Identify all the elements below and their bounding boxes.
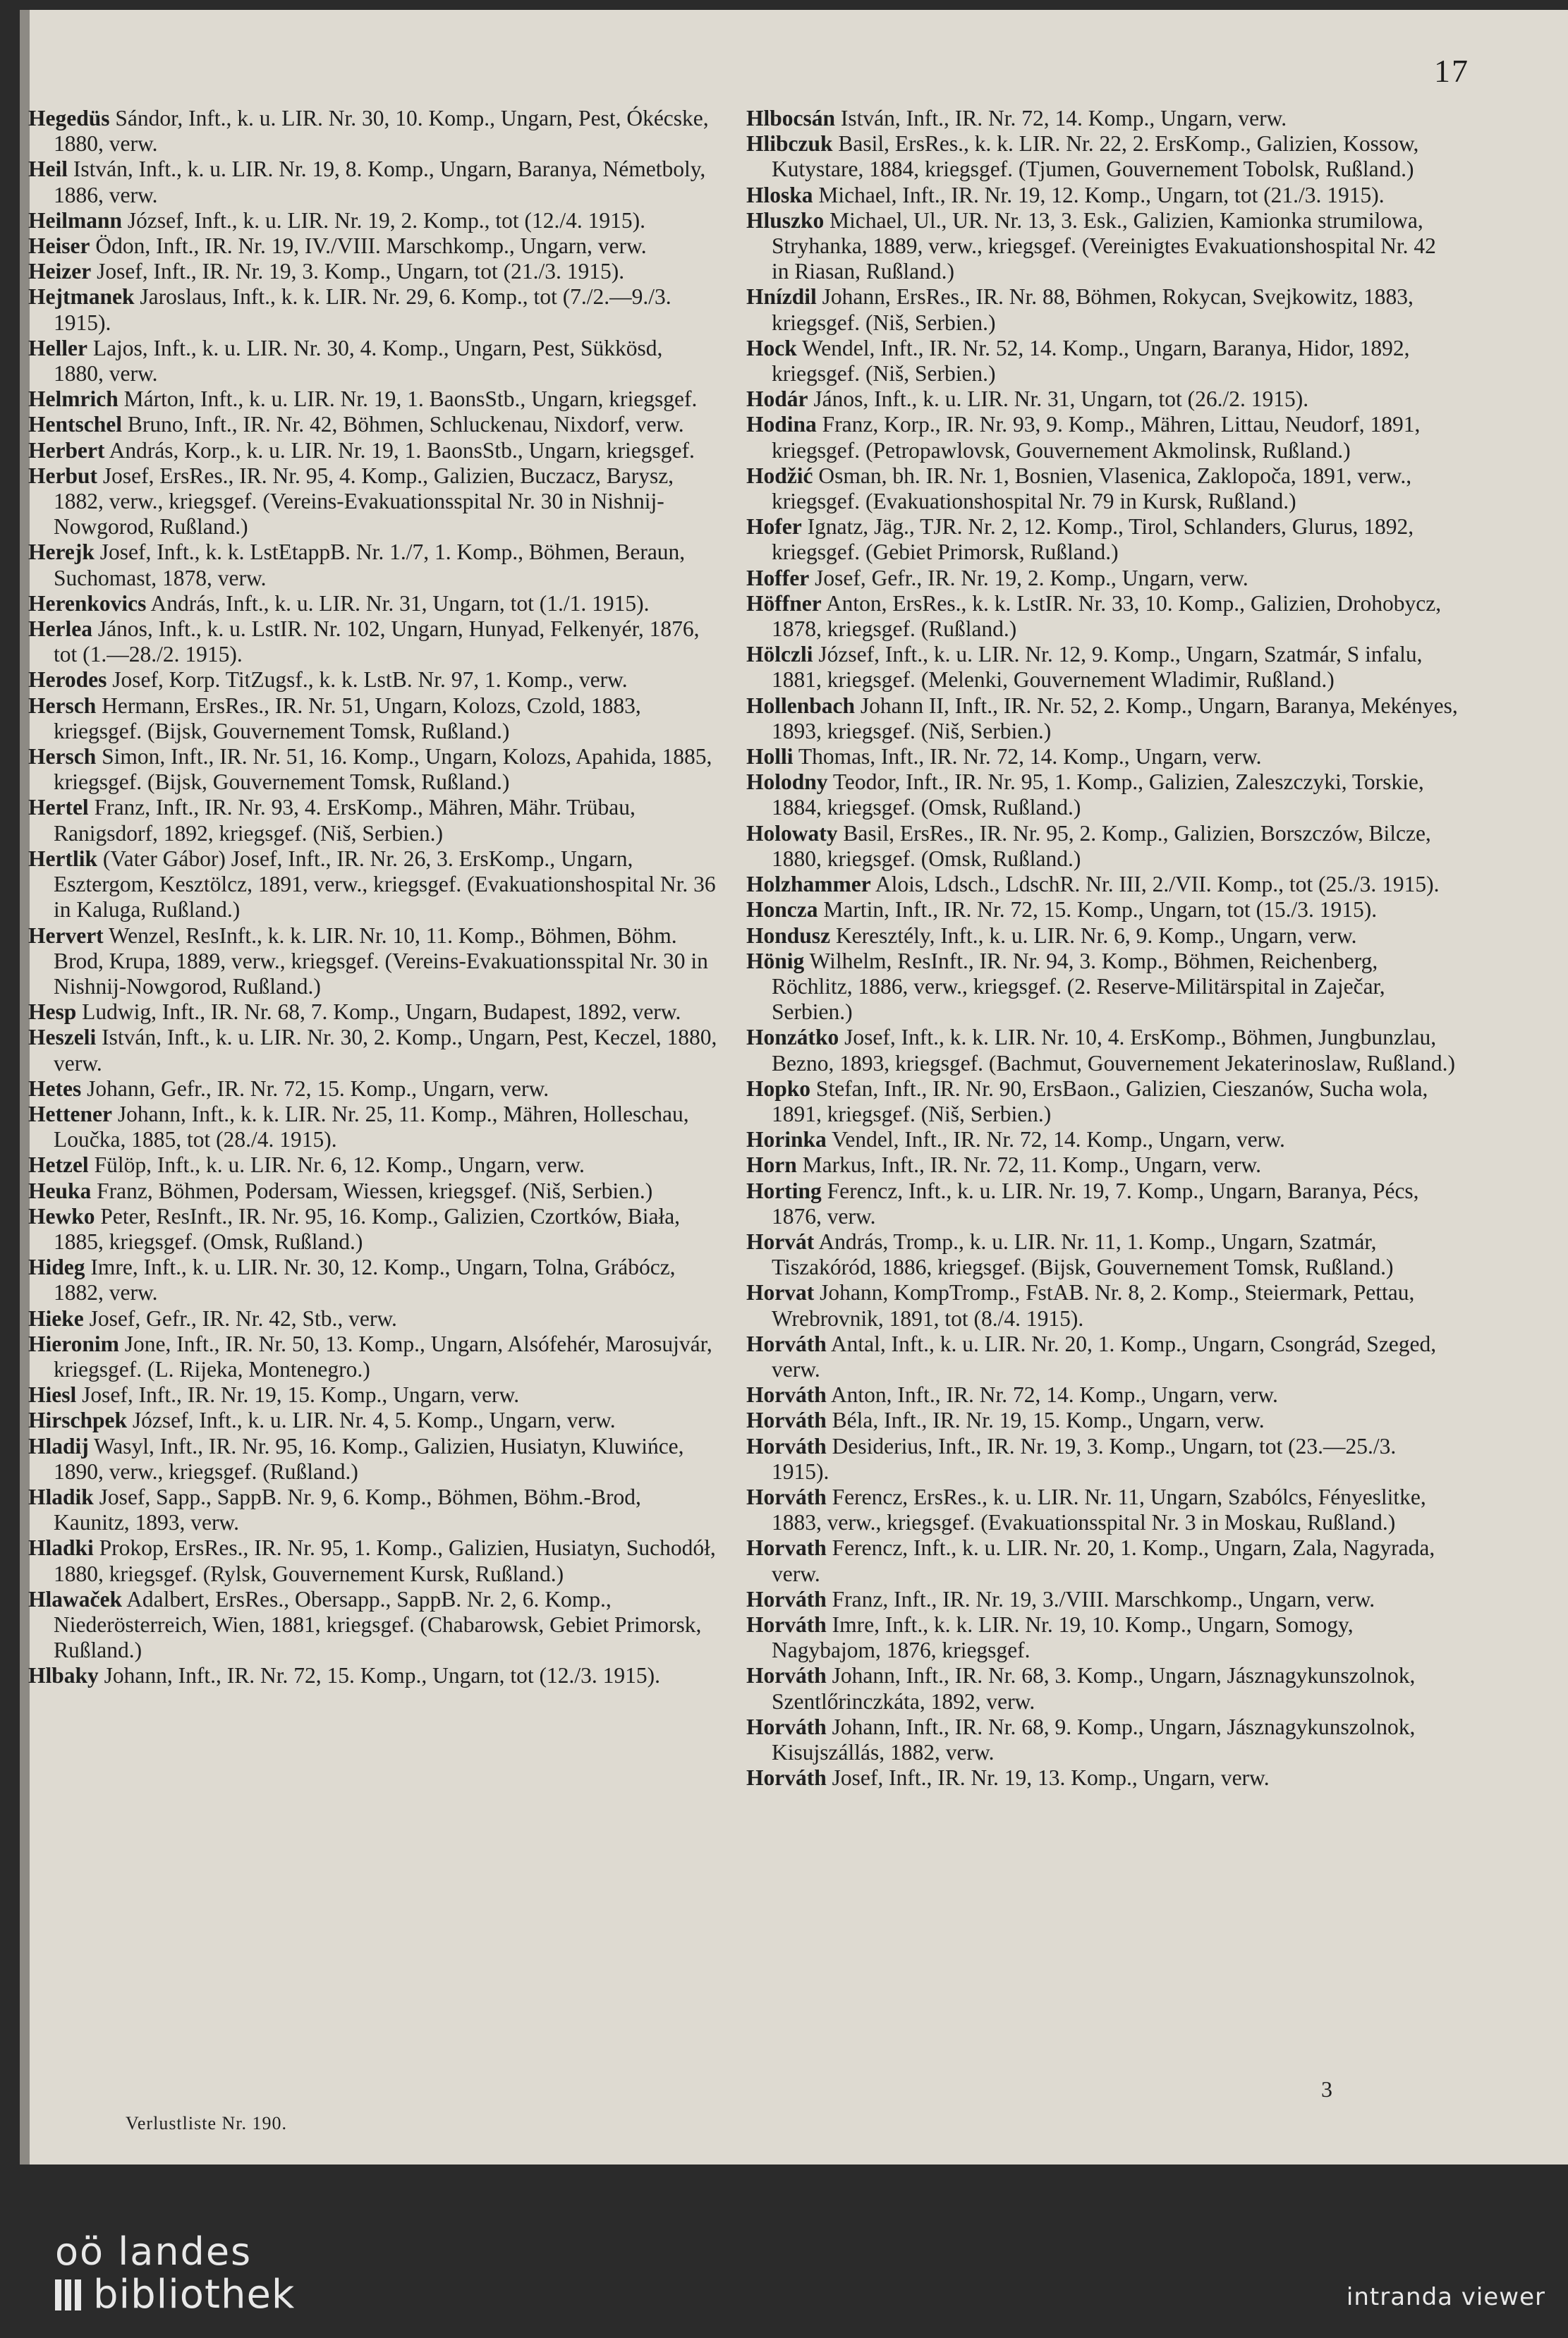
list-item: [746, 463, 1459, 514]
entry-surname: Horváth: [746, 1714, 827, 1739]
entry-details: Wasyl, Inft., IR. Nr. 95, 16. Komp., Galizien, Husiatyn, Kluwińce, 1890, verw., kriegsgef. (Rußland.): [54, 1433, 684, 1484]
entry-details: József, Inft., k. u. LIR. Nr. 19, 2. Komp., tot (12./4. 1915).: [127, 207, 645, 233]
entry-details: Franz, Inft., IR. Nr. 93, 4. ErsKomp., Mähren, Mähr. Trübau, Ranigsdorf, 1892, kriegsgef. (Niš, Serbien.): [54, 795, 636, 846]
list-item: [746, 131, 1459, 182]
entry-surname: Horn: [746, 1152, 797, 1178]
list-item: [28, 1408, 718, 1433]
entry-details: Basil, ErsRes., k. k. LIR. Nr. 22, 2. ErsKomp., Galizien, Kossow, Kutystare, 1884, kriegsgef. (Tjumen, Gouvernement Tobolsk, Rußland.): [772, 131, 1419, 182]
entry-surname: Heuka: [28, 1178, 92, 1203]
list-item: [28, 1255, 718, 1305]
entry-surname: Hladki: [28, 1535, 94, 1561]
list-item: [746, 821, 1459, 872]
entry-surname: Hnízdil: [746, 284, 817, 310]
list-item: [746, 1485, 1459, 1535]
list-item: [746, 1152, 1459, 1178]
list-item: [28, 463, 718, 540]
entry-details: József, Inft., k. u. LIR. Nr. 12, 9. Komp., Ungarn, Szatmár, S infalu, 1881, kriegsgef. (Melenki, Gouvernement Wladimir, Rußland.): [772, 642, 1423, 693]
list-item: [746, 1280, 1459, 1331]
entry-surname: Horváth: [746, 1433, 827, 1459]
entry-surname: Hejtmanek: [28, 284, 135, 310]
entry-details: Josef, Sapp., SappB. Nr. 9, 6. Komp., Böhmen, Böhm.-Brod, Kaunitz, 1893, verw.: [54, 1484, 641, 1535]
entry-surname: Holzhammer: [746, 872, 871, 897]
list-item: [746, 591, 1459, 642]
entry-details: Thomas, Inft., IR. Nr. 72, 14. Komp., Ungarn, verw.: [798, 744, 1262, 769]
entry-surname: Hiesl: [28, 1382, 77, 1408]
entry-surname: Hieronim: [28, 1331, 119, 1356]
list-item: [746, 1382, 1459, 1408]
entry-surname: Hluszko: [746, 207, 825, 233]
viewer-footer: [0, 2165, 1568, 2338]
list-item: [28, 1485, 718, 1535]
entry-details: Josef, ErsRes., IR. Nr. 95, 4. Komp., Galizien, Buczacz, Barysz, 1882, verw., kriegsgef. (Vereins-Evakuationsspital Nr. 30 in Nishnij-Nowgorod, Rußland.): [54, 463, 674, 540]
left-column: [28, 106, 718, 1689]
entry-surname: Horváth: [746, 1331, 827, 1356]
entry-details: Wilhelm, ResInft., IR. Nr. 94, 3. Komp., Böhmen, Reichenberg, Röchlitz, 1886, verw., kriegsgef. (2. Reserve-Militärspital in Zaječar, Serbien.): [772, 948, 1385, 1025]
list-item: [28, 999, 718, 1025]
entry-details: Prokop, ErsRes., IR. Nr. 95, 1. Komp., Galizien, Husiatyn, Suchodół, 1880, kriegsgef. (Rylsk, Gouvernement Kursk, Rußland.): [54, 1535, 716, 1586]
list-item: [746, 1332, 1459, 1382]
entry-details: Johann, Inft., IR. Nr. 68, 3. Komp., Ungarn, Jásznagykunszolnok, Szentlőrinczkáta, 1892, verw.: [772, 1663, 1416, 1714]
entry-details: Wendel, Inft., IR. Nr. 52, 14. Komp., Ungarn, Baranya, Hidor, 1892, kriegsgef. (Niš, Serbien.): [772, 335, 1410, 386]
entry-surname: Honzátko: [746, 1025, 839, 1050]
list-item: [28, 1663, 718, 1688]
library-logo-bars-icon: [55, 2272, 85, 2318]
list-item: [746, 1229, 1459, 1280]
entry-surname: Hock: [746, 335, 797, 360]
list-item: [746, 106, 1459, 131]
entry-details: Desiderius, Inft., IR. Nr. 19, 3. Komp., Ungarn, tot (23.—25./3. 1915).: [772, 1433, 1397, 1484]
entry-details: Osman, bh. IR. Nr. 1, Bosnien, Vlasenica, Zaklopoča, 1891, verw., kriegsgef. (Evakuationshospital Nr. 79 in Kursk, Rußland.): [772, 463, 1412, 514]
entry-details: Lajos, Inft., k. u. LIR. Nr. 30, 4. Komp., Ungarn, Pest, Sükkösd, 1880, verw.: [54, 335, 663, 386]
entry-surname: Herodes: [28, 667, 107, 693]
entry-details: István, Inft., k. u. LIR. Nr. 19, 8. Komp., Ungarn, Baranya, Németboly, 1886, verw.: [54, 157, 706, 207]
list-item: [28, 106, 718, 157]
entry-details: Josef, Inft., IR. Nr. 19, 13. Komp., Ungarn, verw.: [832, 1765, 1270, 1791]
list-item: [746, 744, 1459, 769]
entry-surname: Hentschel: [28, 412, 122, 437]
entry-details: Alois, Ldsch., LdschR. Nr. III, 2./VII. Komp., tot (25./3. 1915).: [875, 872, 1440, 897]
entry-details: Franz, Böhmen, Podersam, Wiessen, kriegsgef. (Niš, Serbien.): [97, 1178, 653, 1203]
list-item: [28, 667, 718, 693]
list-item: [746, 1612, 1459, 1663]
entry-details: János, Inft., k. u. LstIR. Nr. 102, Ungarn, Hunyad, Felkenyér, 1876, tot (1.—28./2. 1915).: [54, 616, 700, 667]
list-item: [746, 872, 1459, 897]
list-item: [746, 1587, 1459, 1612]
entry-surname: Horváth: [746, 1765, 827, 1791]
entry-surname: Horváth: [746, 1382, 827, 1408]
entry-surname: Holowaty: [746, 820, 838, 846]
list-item: [746, 208, 1459, 285]
list-item: [746, 1434, 1459, 1485]
entry-details: Josef, Inft., IR. Nr. 19, 3. Komp., Ungarn, tot (21./3. 1915).: [97, 259, 625, 284]
entry-details: István, Inft., IR. Nr. 72, 14. Komp., Ungarn, verw.: [840, 106, 1287, 130]
entry-details: Johann, KompTromp., FstAB. Nr. 8, 2. Komp., Steiermark, Pettau, Wrebrovnik, 1891, tot (8./4. 1915).: [772, 1280, 1415, 1331]
entry-details: István, Inft., k. u. LIR. Nr. 30, 2. Komp., Ungarn, Pest, Keczel, 1880, verw.: [54, 1025, 717, 1076]
entry-surname: Horvat: [746, 1280, 815, 1305]
entry-details: Johann, Gefr., IR. Nr. 72, 15. Komp., Ungarn, verw.: [87, 1076, 549, 1101]
list-item: [746, 1715, 1459, 1765]
list-item: [28, 795, 718, 846]
list-item: [28, 438, 718, 463]
entry-surname: Heil: [28, 157, 68, 182]
entry-surname: Hideg: [28, 1255, 85, 1280]
entry-surname: Hertel: [28, 795, 89, 820]
list-item: [28, 1076, 718, 1102]
list-item: [28, 846, 718, 923]
list-item: [28, 336, 718, 386]
entry-details: Franz, Korp., IR. Nr. 93, 9. Komp., Mähren, Littau, Neudorf, 1891, kriegsgef. (Petropawlovsk, Gouvernement Akmolinsk, Rußland.): [772, 412, 1421, 463]
entry-surname: Herbut: [28, 463, 97, 488]
entry-details: Béla, Inft., IR. Nr. 19, 15. Komp., Ungarn, verw.: [832, 1408, 1265, 1433]
right-column: [746, 106, 1459, 1791]
entry-details: Simon, Inft., IR. Nr. 51, 16. Komp., Ungarn, Kolozs, Apahida, 1885, kriegsgef. (Bijsk, Gouvernement Tomsk, Rußland.): [54, 744, 712, 795]
entry-surname: Horvát: [746, 1229, 815, 1254]
list-item: [28, 1434, 718, 1485]
entry-surname: Hoffer: [746, 565, 810, 590]
entry-surname: Hersch: [28, 744, 97, 769]
entry-details: (Vater Gábor) Josef, Inft., IR. Nr. 26, 3. ErsKomp., Ungarn, Esztergom, Kesztölcz, 1891, verw., kriegsgef. (Evakuationshospital Nr. 36 in Kaluga, Rußland.): [54, 846, 716, 923]
entry-surname: Hlbaky: [28, 1663, 99, 1688]
page-footer-note: Verlustliste Nr. 190.: [126, 2113, 287, 2133]
entry-surname: Heiser: [28, 233, 90, 259]
list-item: [28, 1102, 718, 1152]
entry-surname: Hodár: [746, 386, 808, 412]
list-item: [746, 769, 1459, 820]
entry-surname: Hettener: [28, 1101, 112, 1126]
list-item: [28, 591, 718, 616]
entry-surname: Hewko: [28, 1203, 95, 1229]
entry-surname: Hlbocsán: [746, 106, 836, 130]
entry-surname: Hertlik: [28, 846, 97, 871]
list-item: [746, 412, 1459, 463]
entry-surname: Hodžić: [746, 463, 813, 488]
list-item: [746, 693, 1459, 744]
list-item: [746, 336, 1459, 386]
entry-surname: Heizer: [28, 259, 92, 284]
list-item: [746, 1663, 1459, 1714]
entry-surname: Hönig: [746, 948, 805, 973]
entry-surname: Hollenbach: [746, 693, 856, 718]
entry-details: Adalbert, ErsRes., Obersapp., SappB. Nr. 2, 6. Komp., Niederösterreich, Wien, 1881, kriegsgef. (Chabarowsk, Gebiet Primorsk, Rußland.): [54, 1586, 702, 1663]
entry-surname: Helmrich: [28, 386, 118, 412]
entry-surname: Honcza: [746, 897, 818, 923]
list-item: [746, 566, 1459, 591]
entry-details: Martin, Inft., IR. Nr. 72, 15. Komp., Ungarn, tot (15./3. 1915).: [823, 897, 1378, 923]
list-item: [28, 1025, 718, 1076]
entry-surname: Hölczli: [746, 642, 813, 667]
entry-details: János, Inft., k. u. LIR. Nr. 31, Ungarn, tot (26./2. 1915).: [813, 386, 1309, 412]
entry-details: Sándor, Inft., k. u. LIR. Nr. 30, 10. Komp., Ungarn, Pest, Ókécske, 1880, verw.: [54, 106, 709, 157]
entry-details: Jaroslaus, Inft., k. k. LIR. Nr. 29, 6. Komp., tot (7./2.—9./3. 1915).: [54, 284, 671, 335]
list-item: [28, 744, 718, 795]
list-item: [746, 1127, 1459, 1152]
list-item: [28, 1332, 718, 1382]
entry-surname: Hladij: [28, 1433, 89, 1459]
list-item: [28, 1204, 718, 1255]
list-item: [746, 949, 1459, 1025]
entry-surname: Herlea: [28, 616, 92, 642]
entry-details: Ludwig, Inft., IR. Nr. 68, 7. Komp., Ungarn, Budapest, 1892, verw.: [82, 999, 681, 1025]
entry-surname: Horvath: [746, 1535, 827, 1561]
list-item: [746, 1076, 1459, 1127]
list-item: [746, 386, 1459, 412]
list-item: [28, 1382, 718, 1408]
entry-details: Wenzel, ResInft., k. k. LIR. Nr. 10, 11. Komp., Böhmen, Böhm. Brod, Krupa, 1889, verw., kriegsgef. (Vereins-Evakuationsspital Nr. 30 in Nishnij-Nowgorod, Rußland.): [54, 923, 708, 999]
entry-details: Johann, Inft., k. k. LIR. Nr. 25, 11. Komp., Mähren, Holleschau, Loučka, 1885, tot (28./4. 1915).: [54, 1101, 689, 1152]
entry-surname: Hlawaček: [28, 1586, 122, 1612]
entry-details: Peter, ResInft., IR. Nr. 95, 16. Komp., Galizien, Czortków, Biała, 1885, kriegsgef. (Omsk, Rußland.): [54, 1203, 681, 1254]
entry-details: Anton, ErsRes., k. k. LstIR. Nr. 33, 10. Komp., Galizien, Drohobycz, 1878, kriegsgef. (Rußland.): [772, 590, 1442, 642]
entry-details: Antal, Inft., k. u. LIR. Nr. 20, 1. Komp., Ungarn, Csongrád, Szeged, verw.: [772, 1331, 1437, 1382]
entry-details: Michael, Inft., IR. Nr. 19, 12. Komp., Ungarn, tot (21./3. 1915).: [818, 182, 1385, 207]
entry-details: Johann II, Inft., IR. Nr. 52, 2. Komp., Ungarn, Baranya, Mekényes, 1893, kriegsgef. (Niš, Serbien.): [772, 693, 1458, 743]
list-item: [746, 1535, 1459, 1586]
entry-surname: Horváth: [746, 1408, 827, 1433]
scanned-page: [20, 10, 1568, 2165]
entry-surname: Herejk: [28, 540, 95, 565]
entry-details: András, Tromp., k. u. LIR. Nr. 11, 1. Komp., Ungarn, Szatmár, Tiszakóród, 1886, kriegsgef. (Bijsk, Gouvernement Tomsk, Rußland.): [772, 1229, 1394, 1280]
list-item: [28, 540, 718, 590]
list-item: [746, 1408, 1459, 1433]
page-number: 17: [1434, 53, 1469, 89]
viewer-credit[interactable]: intranda viewer: [1346, 2283, 1545, 2311]
entry-surname: Horváth: [746, 1663, 827, 1688]
library-logo-text: bibliothek: [93, 2272, 296, 2318]
entry-surname: Hofer: [746, 514, 802, 540]
list-item: [28, 386, 718, 412]
entry-details: Imre, Inft., k. u. LIR. Nr. 30, 12. Komp., Ungarn, Tolna, Grábócz, 1882, verw.: [54, 1255, 676, 1305]
entry-details: József, Inft., k. u. LIR. Nr. 4, 5. Komp., Ungarn, verw.: [132, 1408, 616, 1433]
list-item: [746, 897, 1459, 923]
entry-details: Ferencz, ErsRes., k. u. LIR. Nr. 11, Ungarn, Szabólcs, Fényeslitke, 1883, verw., kriegsgef. (Evakuationsspital Nr. 3 in Moskau, Rußland.): [772, 1484, 1426, 1535]
entry-details: Johann, Inft., IR. Nr. 68, 9. Komp., Ungarn, Jásznagykunszolnok, Kisujszállás, 1882, verw.: [772, 1714, 1416, 1765]
entry-details: Keresztély, Inft., k. u. LIR. Nr. 6, 9. Komp., Ungarn, verw.: [835, 923, 1357, 948]
entry-details: Josef, Inft., IR. Nr. 19, 15. Komp., Ungarn, verw.: [82, 1382, 520, 1408]
entry-details: Johann, ErsRes., IR. Nr. 88, Böhmen, Rokycan, Svejkowitz, 1883, kriegsgef. (Niš, Serbien.): [772, 284, 1414, 335]
entry-details: Basil, ErsRes., IR. Nr. 95, 2. Komp., Galizien, Borszczów, Bilcze, 1880, kriegsgef. (Omsk, Rußland.): [772, 820, 1431, 871]
sheet-signature: 3: [1321, 2076, 1332, 2102]
list-item: [28, 157, 718, 207]
entry-details: Jone, Inft., IR. Nr. 50, 13. Komp., Ungarn, Alsófehér, Marosujvár, kriegsgef. (L. Rijeka, Montenegro.): [54, 1331, 712, 1382]
list-item: [28, 208, 718, 233]
entry-details: Markus, Inft., IR. Nr. 72, 11. Komp., Ungarn, verw.: [802, 1152, 1261, 1178]
entry-details: Josef, Inft., k. k. LstEtappB. Nr. 1./7, 1. Komp., Böhmen, Beraun, Suchomast, 1878, verw.: [54, 540, 686, 590]
list-item: [28, 923, 718, 1000]
list-item: [28, 1535, 718, 1586]
entry-surname: Holodny: [746, 769, 828, 795]
entry-surname: Horting: [746, 1178, 822, 1203]
entry-surname: Hesp: [28, 999, 77, 1025]
list-item: [746, 642, 1459, 693]
list-item: [28, 233, 718, 259]
list-item: [746, 1025, 1459, 1076]
list-item: [28, 693, 718, 744]
entry-surname: Heilmann: [28, 207, 123, 233]
entry-details: Bruno, Inft., IR. Nr. 42, Böhmen, Schluckenau, Nixdorf, verw.: [127, 412, 684, 437]
entry-surname: Hetzel: [28, 1152, 89, 1178]
entry-surname: Holli: [746, 744, 794, 769]
entry-details: András, Korp., k. u. LIR. Nr. 19, 1. BaonsStb., Ungarn, kriegsgef.: [109, 437, 695, 463]
entry-surname: Hieke: [28, 1305, 84, 1331]
list-item: [28, 1587, 718, 1664]
list-item: [28, 259, 718, 284]
entry-details: Josef, Gefr., IR. Nr. 19, 2. Komp., Ungarn, verw.: [815, 565, 1248, 590]
entry-details: Imre, Inft., k. k. LIR. Nr. 19, 10. Komp., Ungarn, Somogy, Nagybajom, 1876, kriegsgef.: [772, 1612, 1354, 1663]
entry-details: Josef, Inft., k. k. LIR. Nr. 10, 4. ErsKomp., Böhmen, Jungbunzlau, Bezno, 1893, kriegsgef. (Bachmut, Gouvernement Jekaterinoslaw, Rußland.): [772, 1025, 1455, 1076]
entry-surname: Herbert: [28, 437, 105, 463]
entry-surname: Heller: [28, 335, 87, 360]
entry-surname: Höffner: [746, 590, 822, 616]
entry-details: Ferencz, Inft., k. u. LIR. Nr. 20, 1. Komp., Ungarn, Zala, Nagyrada, verw.: [772, 1535, 1435, 1586]
entry-details: Márton, Inft., k. u. LIR. Nr. 19, 1. BaonsStb., Ungarn, kriegsgef.: [123, 386, 698, 412]
entry-details: Fülöp, Inft., k. u. LIR. Nr. 6, 12. Komp., Ungarn, verw.: [94, 1152, 585, 1178]
list-item: [746, 1179, 1459, 1229]
entry-surname: Horinka: [746, 1127, 827, 1152]
entry-details: Johann, Inft., IR. Nr. 72, 15. Komp., Ungarn, tot (12./3. 1915).: [104, 1663, 660, 1688]
list-item: [28, 284, 718, 335]
entry-details: Vendel, Inft., IR. Nr. 72, 14. Komp., Ungarn, verw.: [832, 1127, 1285, 1152]
entry-surname: Hloska: [746, 182, 813, 207]
entry-details: Stefan, Inft., IR. Nr. 90, ErsBaon., Galizien, Cieszanów, Sucha wola, 1891, kriegsgef. (Niš, Serbien.): [772, 1076, 1428, 1126]
list-item: [746, 514, 1459, 565]
library-logo-line2: [55, 2272, 295, 2318]
entry-details: Michael, Ul., UR. Nr. 13, 3. Esk., Galizien, Kamionka strumilowa, Stryhanka, 1889, verw., kriegsgef. (Vereinigtes Evakuationshospital Nr. 42 in Riasan, Rußland.): [772, 207, 1436, 284]
entry-surname: Horváth: [746, 1586, 827, 1612]
entry-surname: Hopko: [746, 1076, 811, 1101]
entry-details: Hermann, ErsRes., IR. Nr. 51, Ungarn, Kolozs, Czold, 1883, kriegsgef. (Bijsk, Gouvernement Tomsk, Rußland.): [54, 693, 641, 743]
entry-surname: Hodina: [746, 412, 817, 437]
list-item: [28, 1306, 718, 1332]
entry-surname: Hladik: [28, 1484, 94, 1509]
entry-details: András, Inft., k. u. LIR. Nr. 31, Ungarn, tot (1./1. 1915).: [150, 590, 650, 616]
list-item: [746, 284, 1459, 335]
entry-surname: Horváth: [746, 1612, 827, 1637]
entry-details: Ferencz, Inft., k. u. LIR. Nr. 19, 7. Komp., Ungarn, Baranya, Pécs, 1876, verw.: [772, 1178, 1419, 1229]
entry-details: Teodor, Inft., IR. Nr. 95, 1. Komp., Galizien, Zaleszczyki, Torskie, 1884, kriegsgef. (Omsk, Rußland.): [772, 769, 1424, 820]
list-item: [746, 183, 1459, 208]
entry-surname: Hegedüs: [28, 106, 110, 130]
entry-surname: Heszeli: [28, 1025, 97, 1050]
list-item: [28, 1152, 718, 1178]
entry-surname: Hetes: [28, 1076, 82, 1101]
library-logo-line1: oö landes: [55, 2229, 253, 2274]
entry-surname: Hirschpek: [28, 1408, 128, 1433]
entry-details: Josef, Gefr., IR. Nr. 42, Stb., verw.: [89, 1305, 397, 1331]
entry-details: Ignatz, Jäg., TJR. Nr. 2, 12. Komp., Tirol, Schlanders, Glurus, 1892, kriegsgef. (Gebiet Primorsk, Rußland.): [772, 514, 1414, 565]
entry-surname: Hlibczuk: [746, 131, 833, 157]
entry-surname: Hersch: [28, 693, 97, 718]
entry-details: Josef, Korp. TitZugsf., k. k. LstB. Nr. 97, 1. Komp., verw.: [112, 667, 628, 693]
entry-surname: Hondusz: [746, 923, 831, 948]
list-item: [28, 616, 718, 667]
list-item: [746, 923, 1459, 949]
list-item: [746, 1765, 1459, 1791]
entry-details: Anton, Inft., IR. Nr. 72, 14. Komp., Ungarn, verw.: [830, 1382, 1278, 1408]
entry-details: Ödon, Inft., IR. Nr. 19, IV./VIII. Marschkomp., Ungarn, verw.: [95, 233, 647, 259]
list-item: [28, 1179, 718, 1204]
entry-details: Franz, Inft., IR. Nr. 19, 3./VIII. Marschkomp., Ungarn, verw.: [832, 1586, 1375, 1612]
list-item: [28, 412, 718, 437]
entry-surname: Herenkovics: [28, 590, 147, 616]
entry-surname: Horváth: [746, 1484, 827, 1509]
entry-surname: Hervert: [28, 923, 104, 948]
